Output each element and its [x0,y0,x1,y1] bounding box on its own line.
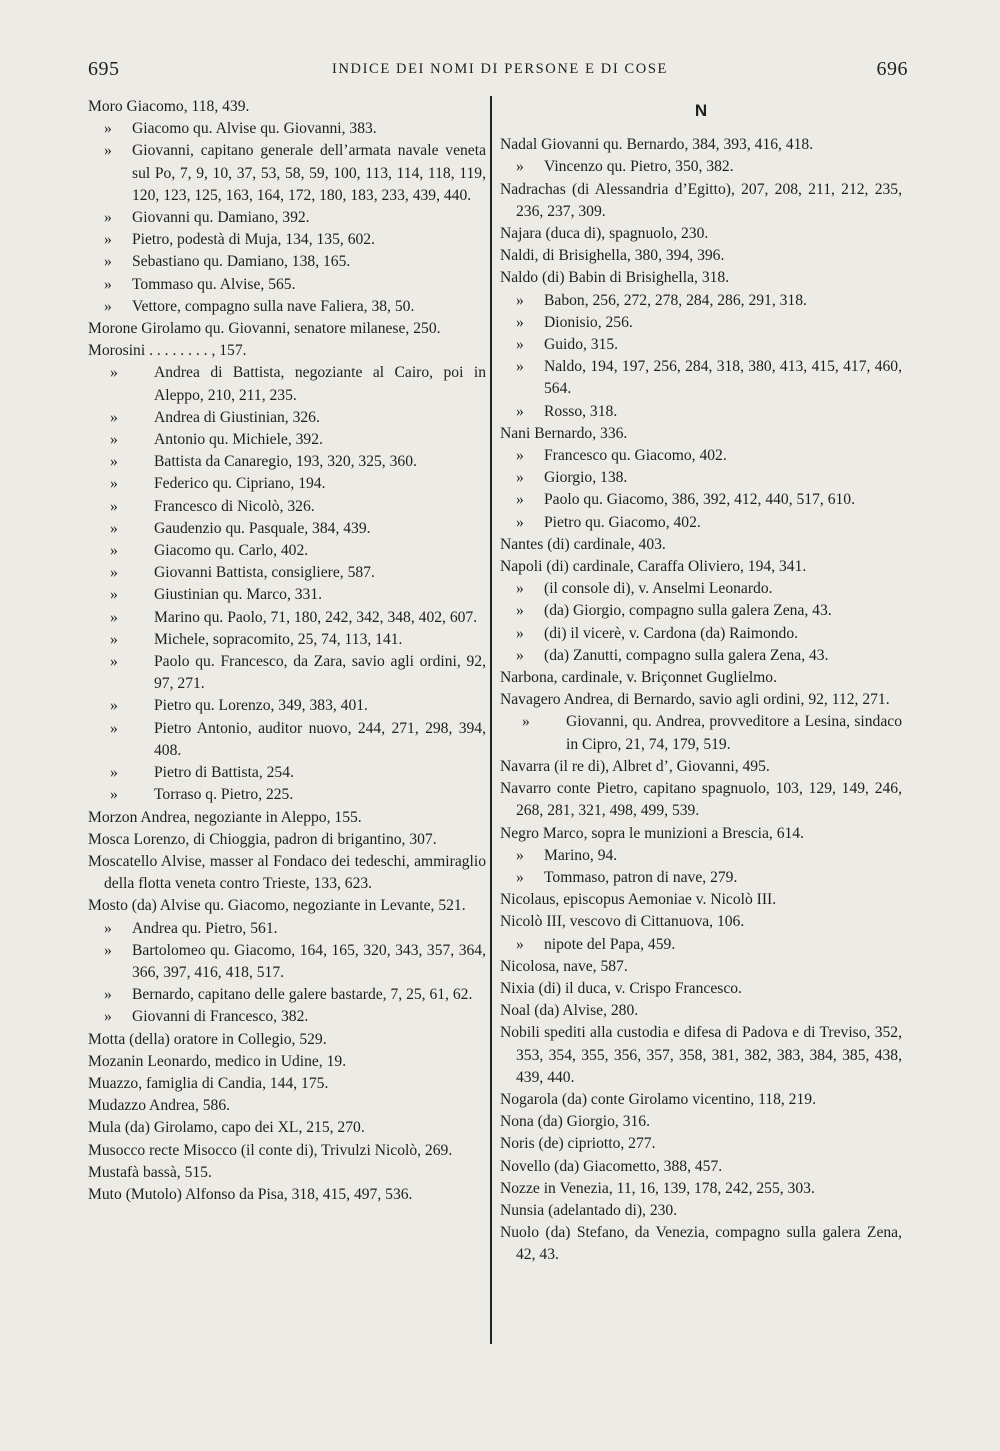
sub-entry-marker: » [104,919,112,937]
sub-entry-marker: » [110,608,118,626]
index-entry-text: Michele, sopracomito, 25, 74, 113, 141. [154,630,403,648]
index-entry-text: Babon, 256, 272, 278, 284, 286, 291, 318. [544,291,807,309]
index-entry-text: Rosso, 318. [544,402,618,420]
index-entry-text: Pietro qu. Giacomo, 402. [544,513,701,531]
index-entry [500,578,902,600]
sub-entry-marker: » [516,868,524,886]
index-column-right [500,96,902,1267]
sub-entry-marker: » [110,653,118,671]
index-entry [500,1000,902,1022]
index-entry [500,290,902,312]
index-entry-text: Morosini . . . . . . . . , 157. [88,342,247,360]
sub-entry-marker: » [110,475,118,493]
index-entry [88,451,486,473]
index-entry [500,223,902,245]
index-entry-text: Pietro Antonio, auditor nuovo, 244, 271, 298, 394, 408. [154,719,486,759]
index-entry-text: Morone Girolamo qu. Giovanni, senatore milanese, 250. [88,320,441,338]
index-entry [88,296,486,318]
index-entry-text: Nani Bernardo, 336. [500,424,628,442]
index-entry-text: Napoli (di) cardinale, Caraffa Oliviero, 194, 341. [500,558,807,576]
sub-entry-marker: » [104,986,112,1004]
index-entry-text: Giovanni, qu. Andrea, provveditore a Lesina, sindaco in Cipro, 21, 74, 179, 519. [566,713,902,753]
index-entry [88,895,486,917]
index-entry [88,918,486,940]
index-entry-text: Giorgio, 138. [544,469,628,487]
index-entry [500,401,902,423]
index-entry-text: Andrea di Battista, negoziante al Cairo, poi in Aleppo, 210, 211, 235. [154,364,486,404]
index-entry [88,651,486,695]
index-entry-text: Giacomo qu. Alvise qu. Giovanni, 383. [132,120,377,138]
index-entry [88,429,486,451]
index-entry-text: Nogarola (da) conte Girolamo vicentino, 118, 219. [500,1090,816,1108]
sub-entry-marker: » [104,120,112,138]
column-divider [490,96,492,1344]
sub-entry-marker: » [516,580,524,598]
sub-entry-marker: » [110,586,118,604]
index-column-left [88,96,486,1206]
sub-entry-marker: » [104,1008,112,1026]
index-entry [88,807,486,829]
sub-entry-marker: » [110,364,118,382]
index-entry-text: nipote del Papa, 459. [544,935,676,953]
index-entry-text: Moro Giacomo, 118, 439. [88,98,250,115]
index-entry [500,689,902,711]
index-entry [500,623,902,645]
index-entry [500,911,902,933]
index-entry-text: Mosca Lorenzo, di Chioggia, padron di brigantino, 307. [88,830,437,848]
sub-entry-marker: » [516,846,524,864]
index-entry [88,473,486,495]
index-entry [88,851,486,895]
index-entry-text: Nobili spediti alla custodia e difesa di Padova e di Treviso, 352, 353, 354, 355, 356, 357, 358, 381, 382, 383, 384, 385, 438, 439, 440. [500,1024,902,1086]
index-entry-text: Musocco recte Misocco (il conte di), Trivulzi Nicolò, 269. [88,1141,453,1159]
index-entry-text: Torraso q. Pietro, 225. [154,786,294,804]
index-entry-text: Muazzo, famiglia di Candia, 144, 175. [88,1074,329,1092]
index-entry [88,607,486,629]
index-entry [88,140,486,207]
index-entry-text: Mosto (da) Alvise qu. Giacomo, negoziante in Levante, 521. [88,897,466,915]
index-entry [500,645,902,667]
index-entry-text: Francesco di Nicolò, 326. [154,497,315,515]
index-entry [500,845,902,867]
index-entry [500,179,902,223]
index-entry-text: Paolo qu. Giacomo, 386, 392, 412, 440, 517, 610. [544,491,855,509]
index-entry-text: Najara (duca di), spagnuolo, 230. [500,225,709,243]
index-entry-text: Pietro qu. Lorenzo, 349, 383, 401. [154,697,368,715]
index-entry-text: Navarro conte Pietro, capitano spagnuolo, 103, 129, 149, 246, 268, 281, 321, 498, 499, 539. [500,780,902,820]
sub-entry-marker: » [516,513,524,531]
index-entry [88,584,486,606]
sub-entry-marker: » [110,453,118,471]
sub-entry-marker: » [516,469,524,487]
index-entry [88,229,486,251]
index-entry-text: Morzon Andrea, negoziante in Aleppo, 155. [88,808,362,826]
sub-entry-marker: » [110,719,118,737]
index-entry [88,496,486,518]
index-entry [88,1184,486,1206]
index-entry-text: Antonio qu. Michiele, 392. [154,431,323,449]
index-entry-text: Mustafà bassà, 515. [88,1163,212,1181]
index-entry [500,778,902,822]
index-entry-text: Bartolomeo qu. Giacomo, 164, 165, 320, 343, 357, 364, 366, 397, 416, 418, 517. [132,941,486,981]
sub-entry-marker: » [110,786,118,804]
index-entry [88,562,486,584]
index-entry [88,340,486,362]
index-entry [500,312,902,334]
index-entry [88,207,486,229]
index-entry-text: Nuolo (da) Stefano, da Venezia, compagno sulla galera Zena, 42, 43. [500,1224,902,1264]
index-entry-text: Battista da Canaregio, 193, 320, 325, 360. [154,453,417,471]
index-entry [88,1051,486,1073]
index-entry-text: Giustinian qu. Marco, 331. [154,586,323,604]
index-entry-text: Paolo qu. Francesco, da Zara, savio agli ordini, 92, 97, 271. [154,653,486,693]
index-entry [88,718,486,762]
index-entry-text: Pietro, podestà di Muja, 134, 135, 602. [132,231,375,249]
index-entry-text: Giovanni Battista, consigliere, 587. [154,564,375,582]
index-entry-text: Novello (da) Giacometto, 388, 457. [500,1157,723,1175]
index-entry [500,1178,902,1200]
index-entry-text: Sebastiano qu. Damiano, 138, 165. [132,253,351,271]
sub-entry-marker: » [516,624,524,642]
index-entry [500,867,902,889]
sub-entry-marker: » [516,402,524,420]
index-entry [500,1022,902,1089]
index-entry [88,1073,486,1095]
index-entries-right [500,134,902,1266]
index-entry [88,540,486,562]
index-entry-text: Nicolò III, vescovo di Cittanuova, 106. [500,913,745,931]
index-entry [500,1111,902,1133]
index-entry-text: Nicolaus, episcopus Aemoniae v. Nicolò III. [500,891,777,909]
index-entry-text: Naldo, 194, 197, 256, 284, 318, 380, 413, 415, 417, 460, 564. [544,358,902,398]
index-entry [88,1095,486,1117]
index-entry-text: Muto (Mutolo) Alfonso da Pisa, 318, 415, 497, 536. [88,1185,413,1203]
page-header [0,58,1000,88]
index-entry-text: (da) Giorgio, compagno sulla galera Zena, 43. [544,602,832,620]
index-entry-text: Noal (da) Alvise, 280. [500,1002,639,1020]
index-entry [500,534,902,556]
sub-entry-marker: » [516,602,524,620]
index-entry-text: Marino, 94. [544,846,618,864]
index-entry [500,556,902,578]
index-entry-text: Nona (da) Giorgio, 316. [500,1113,650,1131]
index-entry-text: (il console di), v. Anselmi Leonardo. [544,580,773,598]
index-entry-text: Vincenzo qu. Pietro, 350, 382. [544,158,734,176]
index-entry-text: Bernardo, capitano delle galere bastarde, 7, 25, 61, 62. [132,986,473,1004]
sub-entry-marker: » [110,764,118,782]
sub-entry-marker: » [110,497,118,515]
index-entry-text: Giovanni, capitano generale dell’armata navale veneta sul Po, 7, 9, 10, 37, 53, 58, 59, 100, 113, 114, 118, 119, 120, 123, 125, 163, 164, 172, 180, 183, 233, 439, 440. [132,142,486,204]
sub-entry-marker: » [110,519,118,537]
sub-entry-marker: » [516,447,524,465]
sub-entry-marker: » [516,158,524,176]
index-entry-text: Nicolosa, nave, 587. [500,957,628,975]
index-entry-text: (da) Zanutti, compagno sulla galera Zena, 43. [544,646,829,664]
index-entry-text: Giacomo qu. Carlo, 402. [154,542,309,560]
index-entry [500,1089,902,1111]
index-entry-text: Narbona, cardinale, v. Briçonnet Guglielmo. [500,669,777,687]
index-entry-text: Nixia (di) il duca, v. Crispo Francesco. [500,979,742,997]
sub-entry-marker: » [104,142,112,160]
sub-entry-marker: » [516,358,524,376]
index-entry [88,96,486,118]
index-entry [500,667,902,689]
index-entry-text: Pietro di Battista, 254. [154,764,294,782]
index-entry-text: Nozze in Venezia, 11, 16, 139, 178, 242, 255, 303. [500,1179,815,1197]
index-entry [500,467,902,489]
index-entry-text: Andrea di Giustinian, 326. [154,408,320,426]
index-entry-text: Giovanni di Francesco, 382. [132,1008,309,1026]
index-entry [500,512,902,534]
index-entry-text: Mudazzo Andrea, 586. [88,1097,231,1115]
index-entry-text: Noris (de) cipriotto, 277. [500,1135,656,1153]
sub-entry-marker: » [110,630,118,648]
index-entry-text: Negro Marco, sopra le munizioni a Brescia, 614. [500,824,804,842]
sub-entry-marker: » [516,336,524,354]
index-entry [500,956,902,978]
index-entry [88,762,486,784]
index-entry [500,823,902,845]
index-entry [500,445,902,467]
index-entry-text: Giovanni qu. Damiano, 392. [132,209,310,227]
index-entry [88,251,486,273]
index-entry-text: Nadrachas (di Alessandria d’Egitto), 207, 208, 211, 212, 235, 236, 237, 309. [500,180,902,220]
index-entry [500,134,902,156]
index-entry-text: Dionisio, 256. [544,313,633,331]
sub-entry-marker: » [104,941,112,959]
sub-entry-marker: » [110,564,118,582]
index-entry-text: Francesco qu. Giacomo, 402. [544,447,727,465]
index-entry [500,1133,902,1155]
index-entry-text: Federico qu. Cipriano, 194. [154,475,326,493]
index-entry-text: Naldo (di) Babin di Brisighella, 318. [500,269,730,287]
sub-entry-marker: » [110,542,118,560]
index-entry [88,318,486,340]
index-entry [88,274,486,296]
sub-entry-marker: » [104,253,112,271]
index-entry-text: (di) il vicerè, v. Cardona (da) Raimondo. [544,624,799,642]
index-entry [500,489,902,511]
index-entry-text: Tommaso qu. Alvise, 565. [132,275,296,293]
index-entry-text: Guido, 315. [544,336,619,354]
index-entry [88,407,486,429]
sub-entry-marker: » [104,275,112,293]
sub-entry-marker: » [516,291,524,309]
index-entry [500,423,902,445]
index-entry-text: Gaudenzio qu. Pasquale, 384, 439. [154,519,371,537]
running-title: INDICE DEI NOMI DI PERSONE E DI COSE [332,61,668,77]
index-entry [500,334,902,356]
index-entry [500,156,902,178]
index-entry [500,600,902,622]
index-entry [500,267,902,289]
index-entry [88,984,486,1006]
index-entry-text: Mozanin Leonardo, medico in Udine, 19. [88,1052,347,1070]
index-entry [500,1222,902,1266]
index-entry [500,978,902,1000]
page-number-left: 695 [88,58,120,80]
index-entry [88,829,486,851]
index-entry [88,1140,486,1162]
index-entry-text: Motta (della) oratore in Collegio, 529. [88,1030,327,1048]
index-entry [500,356,902,400]
index-entry [500,245,902,267]
index-entry-text: Naldi, di Brisighella, 380, 394, 396. [500,247,725,265]
index-entry-text: Tommaso, patron di nave, 279. [544,868,738,886]
index-entry-text: Navagero Andrea, di Bernardo, savio agli ordini, 92, 112, 271. [500,691,890,709]
index-entry [88,518,486,540]
index-entry [500,711,902,755]
index-entry [88,1117,486,1139]
section-letter: N [694,101,708,120]
index-entry [500,889,902,911]
sub-entry-marker: » [516,491,524,509]
sub-entry-marker: » [110,408,118,426]
sub-entry-marker: » [516,935,524,953]
sub-entry-marker: » [516,313,524,331]
index-entry [500,1156,902,1178]
page-number-right: 696 [876,58,908,80]
index-entry [88,784,486,806]
sub-entry-marker: » [104,297,112,315]
index-entry-text: Marino qu. Paolo, 71, 180, 242, 342, 348, 402, 607. [154,608,478,626]
index-entry [88,629,486,651]
index-entry-text: Nadal Giovanni qu. Bernardo, 384, 393, 416, 418. [500,136,814,154]
index-entry [88,1006,486,1028]
index-entry-text: Navarra (il re di), Albret d’, Giovanni, 495. [500,757,770,775]
sub-entry-marker: » [104,209,112,227]
index-entry [88,695,486,717]
index-entry [88,1029,486,1051]
index-entry [500,934,902,956]
index-entry-text: Andrea qu. Pietro, 561. [132,919,278,937]
sub-entry-marker: » [110,697,118,715]
index-entry-text: Vettore, compagno sulla nave Faliera, 38, 50. [132,297,415,315]
index-entry [500,756,902,778]
index-entry [88,118,486,140]
index-entry [88,362,486,406]
sub-entry-marker: » [516,646,524,664]
index-entry [88,940,486,984]
index-entry [88,1162,486,1184]
sub-entry-marker: » [110,431,118,449]
index-entry-text: Nantes (di) cardinale, 403. [500,535,666,553]
index-entry [500,1200,902,1222]
index-entry-text: Mula (da) Girolamo, capo dei XL, 215, 270. [88,1119,365,1137]
sub-entry-marker: » [522,713,530,731]
sub-entry-marker: » [104,231,112,249]
index-entry-text: Nunsia (adelantado di), 230. [500,1201,678,1219]
index-entry-text: Moscatello Alvise, masser al Fondaco dei tedeschi, ammiraglio della flotta veneta contro Trieste, 133, 623. [88,852,486,893]
